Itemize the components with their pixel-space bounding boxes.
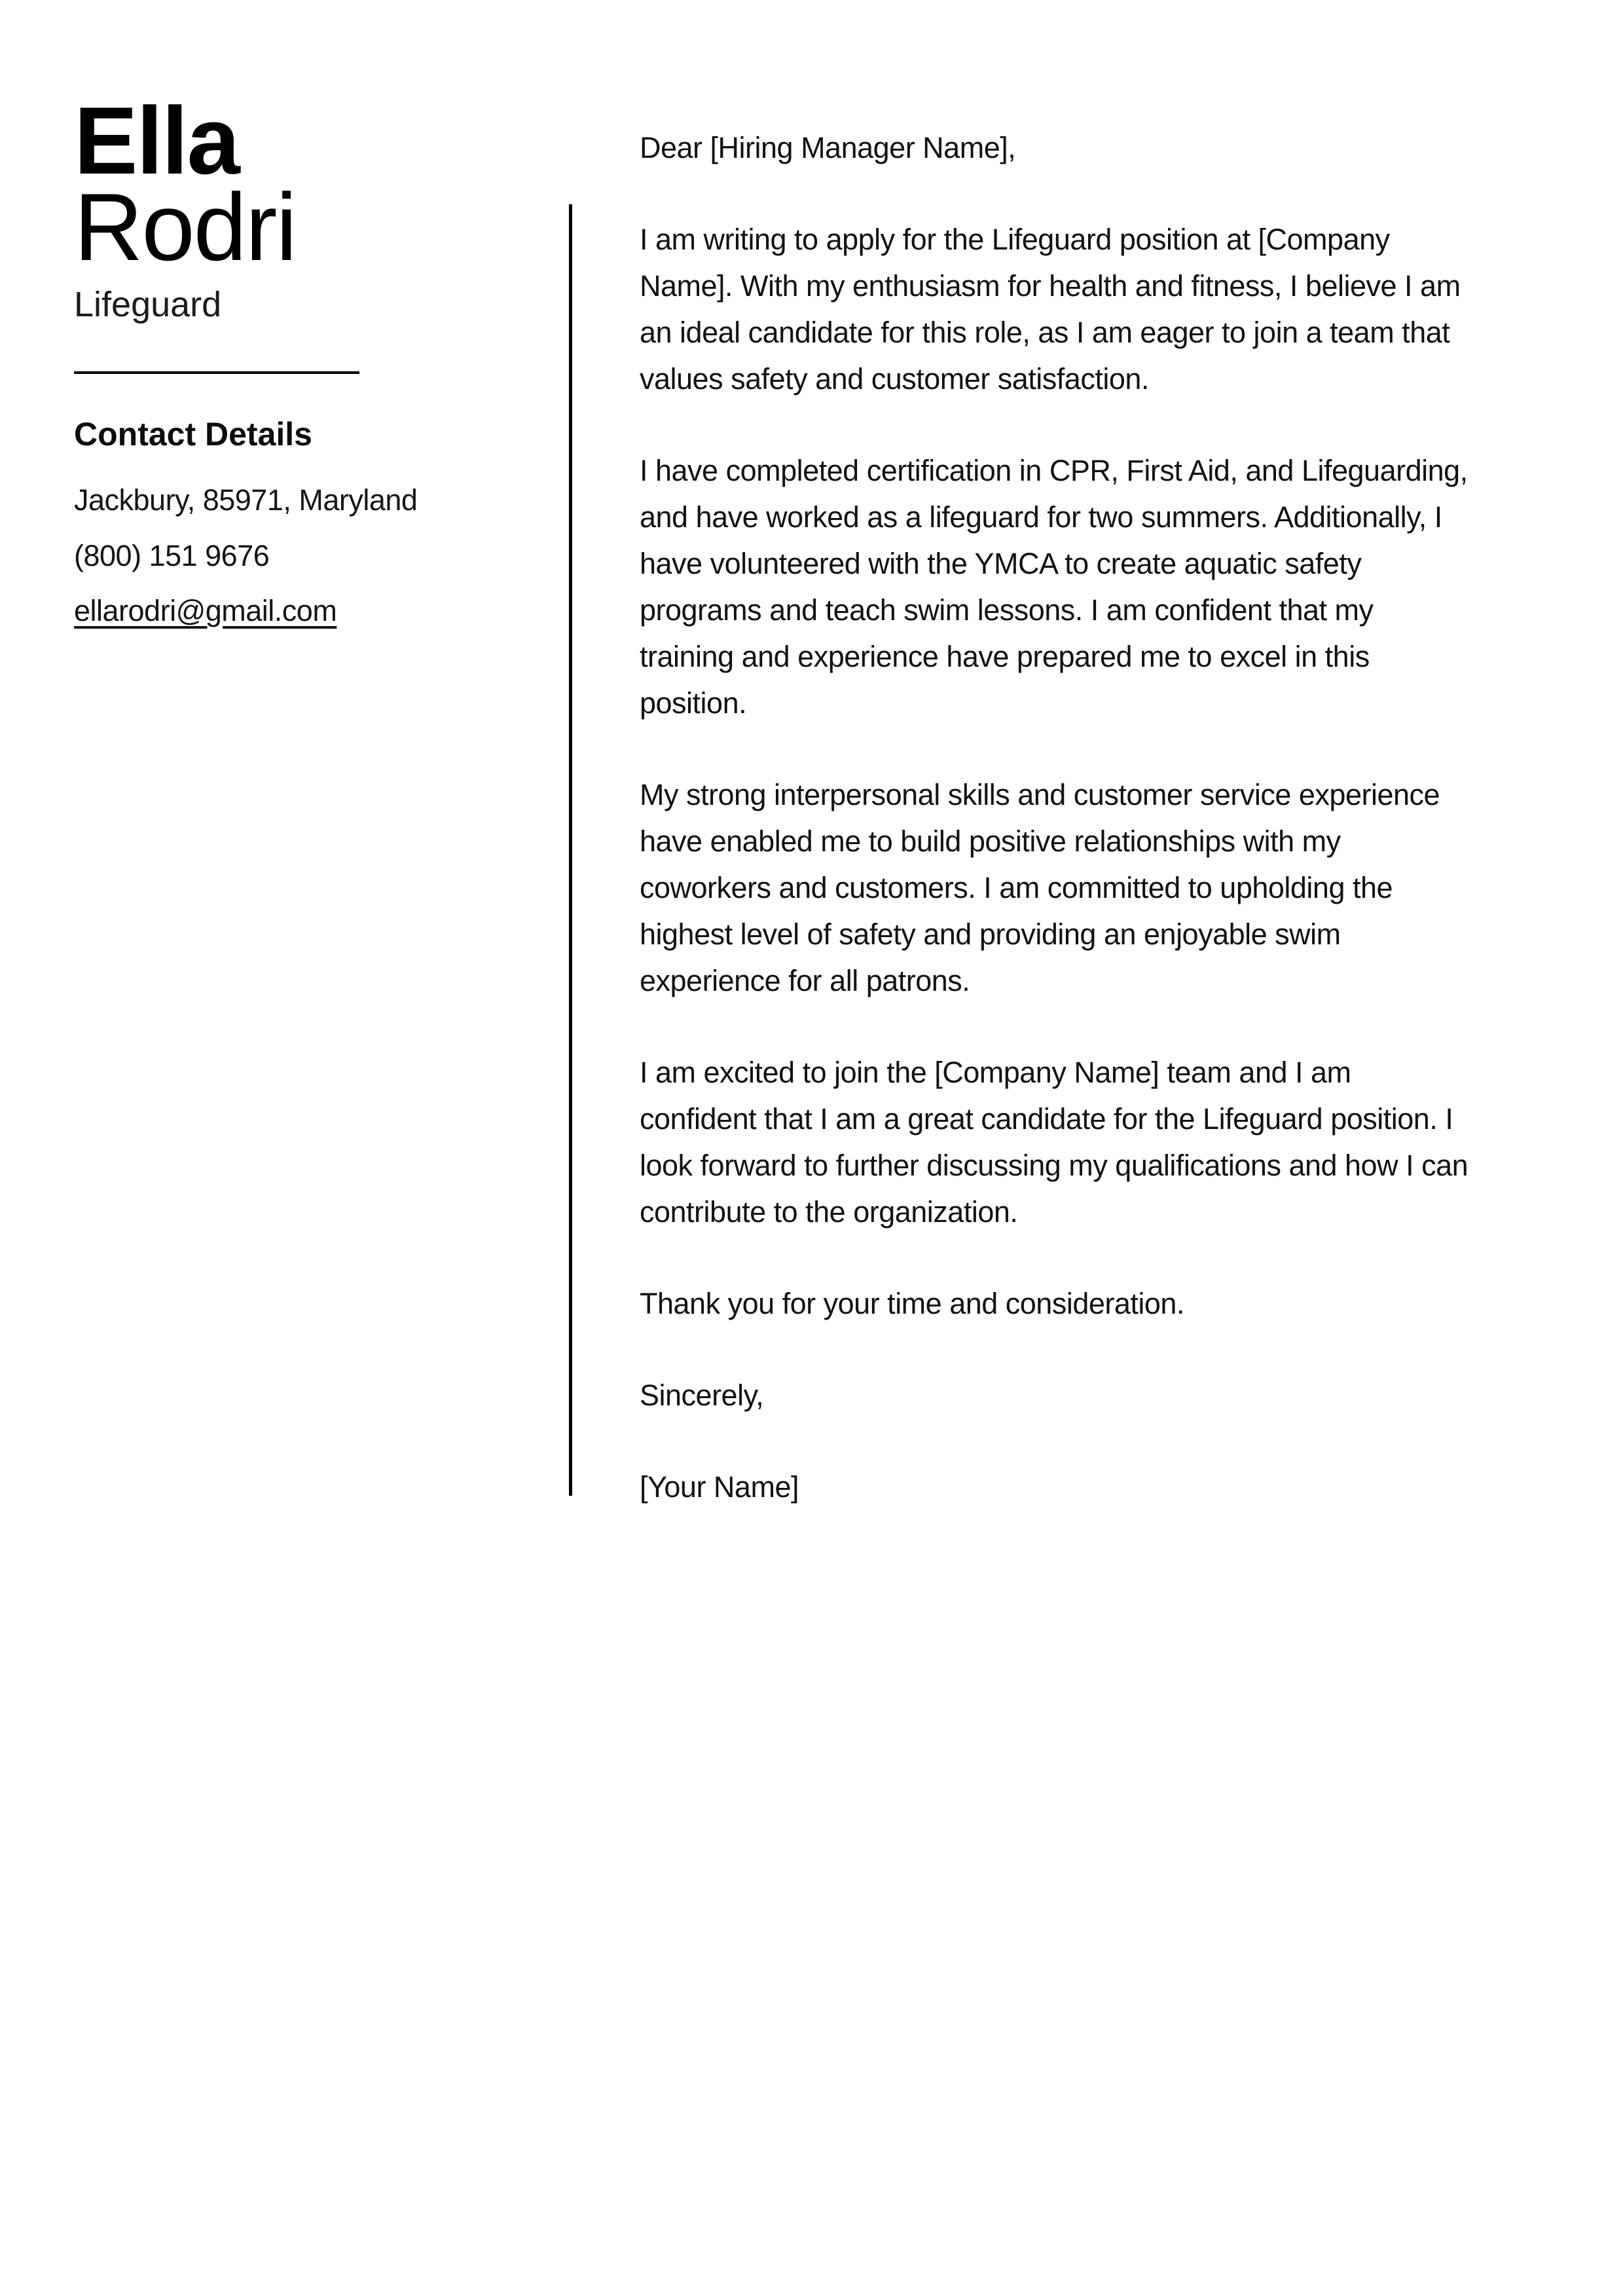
letter-salutation: Dear [Hiring Manager Name], <box>640 131 1016 164</box>
candidate-first-name: Ella <box>74 87 239 194</box>
contact-location: Jackbury, 85971, Maryland <box>74 483 418 517</box>
contact-details-heading: Contact Details <box>74 416 312 453</box>
contact-phone: (800) 151 9676 <box>74 539 270 572</box>
letter-paragraph: I am writing to apply for the Lifeguard position at [Company Name]. With my enthusiasm for health and fitness, I believe I am an ideal candidate for this role, as I am eager to join a team that values safety and customer satisfaction. <box>640 223 1461 396</box>
letter-paragraph: My strong interpersonal skills and customer service experience have enabled me to build positive relationships with my coworkers and customers. I am committed to upholding the highest level of safety and providing an enjoyable swim experience for all patrons. <box>640 778 1440 997</box>
contact-email-link[interactable]: ellarodri@gmail.com <box>74 594 337 627</box>
contact-email <box>74 594 337 628</box>
letter-body <box>640 124 1472 1555</box>
letter-paragraph: I have completed certification in CPR, First Aid, and Lifeguarding, and have worked as a lifeguard for two summers. Additionally, I have volunteered with the YMCA to create aquatic safety programs and teach swim lessons. I am confident that my training and experience have prepared me to excel in this position. <box>640 454 1468 720</box>
letter-paragraph: Thank you for your time and consideration. <box>640 1287 1184 1320</box>
candidate-last-name: Rodri <box>74 174 296 280</box>
sidebar-horizontal-rule <box>74 371 359 374</box>
job-title: Lifeguard <box>74 285 222 324</box>
letter-paragraph: I am excited to join the [Company Name] team and I am confident that I am a great candidate for the Lifeguard position. I look forward to further discussing my qualifications and how I can contribute to the organization. <box>640 1056 1468 1229</box>
letter-closing: Sincerely, <box>640 1379 764 1412</box>
letter-signature: [Your Name] <box>640 1470 799 1504</box>
vertical-divider <box>569 204 572 1496</box>
